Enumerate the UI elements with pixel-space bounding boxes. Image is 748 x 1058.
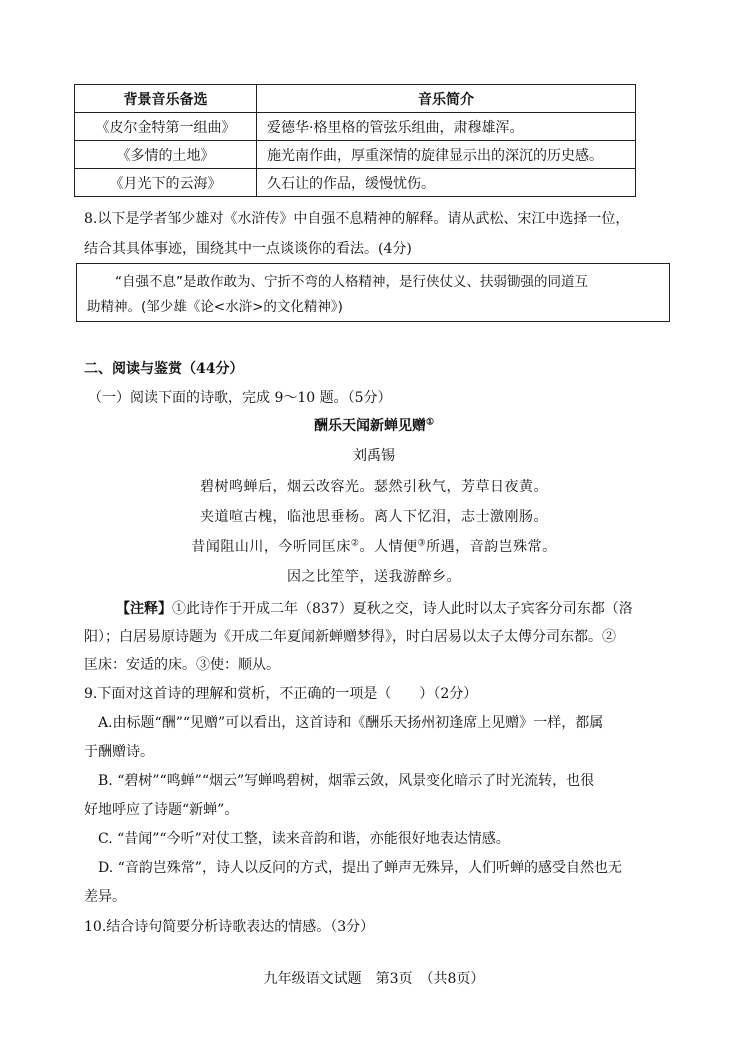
quote-line-1: “自强不息”是敢作敢为、宁折不弯的人格精神，是行侠仗义、扶弱锄强的同道互	[115, 274, 588, 290]
poem-author: 刘禹锡	[353, 448, 395, 464]
note-line-3: 匡床：安适的床。③使：顺从。	[84, 657, 280, 673]
quote-box	[76, 263, 670, 322]
page-footer: 九年级语文试题 第3页 （共8页）	[263, 971, 485, 987]
poem-title	[0, 415, 748, 435]
option-d-line-2: 差异。	[84, 889, 126, 905]
table-row	[75, 169, 636, 197]
footnote-marker: ②	[350, 538, 360, 549]
poem-line-2: 夹道喧古槐，临池思垂杨。离人下忆泪，志士激刚肠。	[200, 509, 548, 525]
question-8-line-2: 结合其具体事迹，围绕其中一点谈谈你的看法。(4分)	[84, 241, 412, 257]
poem-line-4: 因之比笙竽，送我游醉乡。	[287, 569, 461, 585]
table-header: 背景音乐备选	[75, 85, 257, 113]
table-cell: 久石让的作品，缓慢忧伤。	[257, 169, 636, 197]
footnote-marker: ①	[425, 417, 435, 428]
table-header: 音乐简介	[257, 85, 636, 113]
table-row	[75, 141, 636, 169]
table-row	[75, 113, 636, 141]
option-b-line-1: B. “碧树”“鸣蝉”“烟云”写蝉鸣碧树，烟霏云敛，风景变化暗示了时光流转，也很	[98, 773, 595, 789]
option-a-line-2: 于酬赠诗。	[84, 744, 154, 760]
table-cell: 《月光下的云海》	[75, 169, 257, 197]
question-10: 10.结合诗句简要分析诗歌表达的情感。（3分）	[84, 919, 375, 935]
note-line-1	[116, 598, 633, 618]
table-cell: 《多情的土地》	[75, 141, 257, 169]
poem-line-3-part-c: 所遇，音韵岂殊常。	[426, 539, 557, 555]
poem-line-1: 碧树鸣蝉后，烟云改容光。瑟然引秋气，芳草日夜黄。	[200, 479, 548, 495]
note-text-1: ①此诗作于开成二年（837）夏秋之交，诗人此时以太子宾客分司东都（洛	[172, 601, 633, 617]
section-subtitle: （一）阅读下面的诗歌，完成 9～10 题。（5分）	[88, 390, 392, 406]
music-table	[74, 84, 636, 197]
poem-title-text: 酬乐天闻新蝉见赠	[313, 418, 426, 434]
option-a-line-1: A.由标题“酬”“见赠”可以看出，这首诗和《酬乐天扬州初逢席上见赠》一样，都属	[98, 715, 604, 731]
quote-line-2: 助精神。(邹少雄《论<水浒>的文化精神》)	[87, 299, 343, 315]
question-8-line-1: 8.以下是学者邹少雄对《水浒传》中自强不息精神的解释。请从武松、宋江中选择一位，	[84, 211, 630, 227]
section-title: 二、阅读与鉴赏（44分）	[84, 361, 244, 377]
poem-line-3-part-b: 。人情便	[359, 539, 418, 555]
option-d-line-1: D. “音韵岂殊常”，诗人以反问的方式，提出了蝉声无殊异，人们听蝉的感受自然也无	[98, 860, 622, 876]
poem-line-3-part-a: 昔闻阻山川，今听同匡床	[191, 539, 351, 555]
table-cell: 爱德华·格里格的管弦乐组曲，肃穆雄浑。	[257, 113, 636, 141]
option-c-line-1: C. “昔闻”“今听”对仗工整，读来音韵和谐，亦能很好地表达情感。	[98, 831, 510, 847]
question-9-stem: 9.下面对这首诗的理解和赏析，不正确的一项是（ ）（2分）	[84, 686, 478, 702]
option-b-line-2: 好地呼应了诗题“新蝉”。	[84, 802, 239, 818]
table-cell: 施光南作曲，厚重深情的旋律显示出的深沉的历史感。	[257, 141, 636, 169]
table-header-row	[75, 85, 636, 113]
note-label: 【注释】	[116, 601, 172, 617]
table-cell: 《皮尔金特第一组曲》	[75, 113, 257, 141]
footnote-marker: ③	[417, 538, 427, 549]
poem-line-3	[0, 536, 748, 556]
note-line-2: 阳）；白居易原诗题为《开成二年夏闻新蝉赠梦得》，时白居易以太子太傅分司东都。②	[84, 629, 616, 645]
